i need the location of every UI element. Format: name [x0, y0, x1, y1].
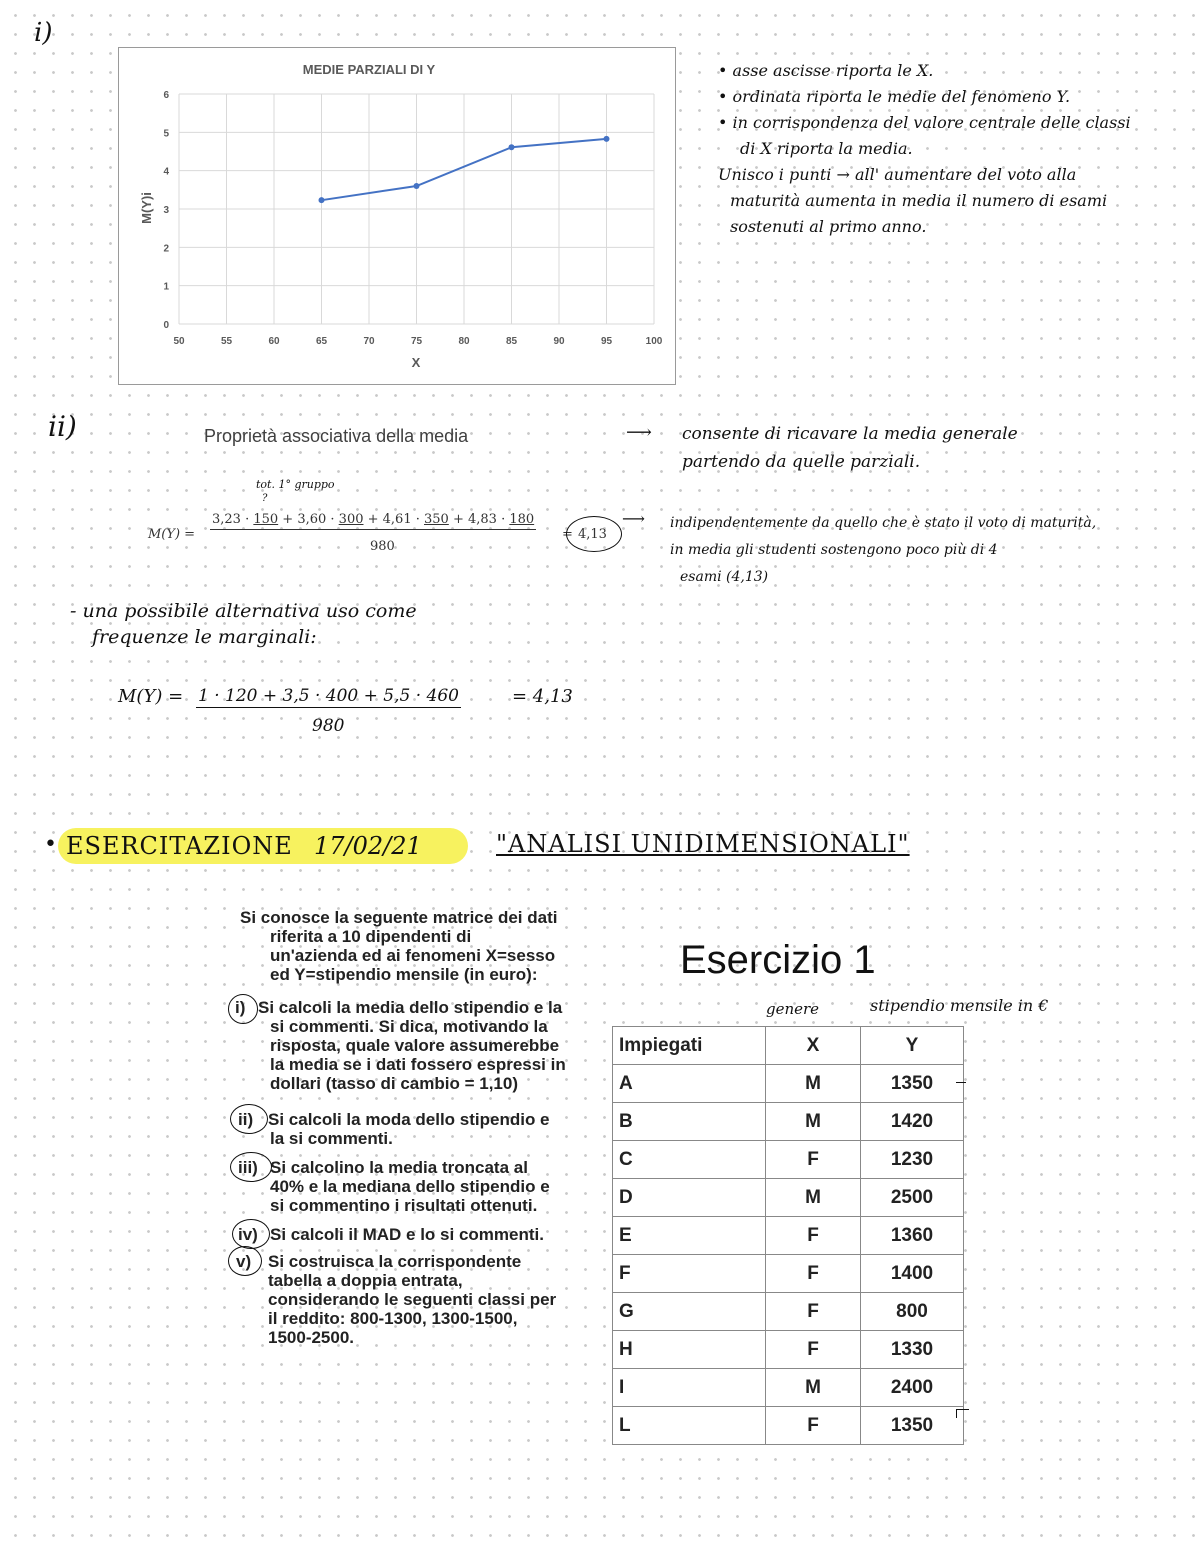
num-part-7: + 4,83 ·: [448, 512, 510, 527]
item5-line1: Si costruisca la corrispondente: [268, 1252, 522, 1271]
item2-mark: ii): [238, 1110, 254, 1129]
x-tick-label: 90: [553, 336, 565, 347]
row-sex: M: [766, 1065, 861, 1103]
num-part-4: 300: [338, 512, 364, 527]
row-salary: 1230: [861, 1141, 964, 1179]
num-part-1: 3,23 ·: [212, 512, 254, 527]
row-salary: 1350: [861, 1065, 964, 1103]
row-salary: 1400: [861, 1255, 964, 1293]
row-sex: F: [766, 1407, 861, 1445]
chart-note-7: sostenuti al primo anno.: [730, 217, 927, 236]
x-tick-label: 100: [645, 336, 663, 347]
row-label: H: [613, 1331, 766, 1369]
item5-line4: il reddito: 800-1300, 1300-1500,: [268, 1309, 518, 1328]
intro-line3: un'azienda ed ai fenomeni X=sesso: [270, 946, 556, 965]
row-sex: F: [766, 1141, 861, 1179]
intro-line1: Si conosce la seguente matrice dei dati: [240, 908, 558, 927]
num-part-8: 180: [509, 512, 535, 527]
property-note-line2: partendo da quelle parziali.: [682, 452, 921, 472]
bracket-mark-bottom: [956, 1409, 969, 1418]
interp-line2: in media gli studenti sostengono poco più di 4: [670, 542, 998, 558]
exercise-item-1: [258, 998, 566, 1093]
formula-result: 4,13: [578, 527, 607, 542]
table-row: [613, 1369, 964, 1407]
item2-line2: la si commenti.: [270, 1129, 393, 1148]
x-tick-label: 95: [600, 336, 613, 347]
y-tick-label: 3: [163, 205, 169, 216]
row-label: D: [613, 1179, 766, 1217]
group-annotation: tot. 1° gruppo: [256, 478, 335, 491]
arrow-icon: ⟶: [626, 422, 652, 443]
item3-mark: iii): [238, 1158, 258, 1177]
item3-line1: Si calcolino la media troncata al: [270, 1158, 528, 1177]
table-row: [613, 1141, 964, 1179]
formula-equals: =: [562, 527, 573, 542]
data-point: [319, 197, 325, 203]
table-row: [613, 1407, 964, 1445]
property-note-line1: consente di ricavare la media generale: [682, 424, 1018, 444]
header-subtitle: "ANALISI UNIDIMENSIONALI": [496, 830, 910, 858]
row-label: F: [613, 1255, 766, 1293]
row-label: L: [613, 1407, 766, 1445]
header-bullet: •: [44, 832, 57, 857]
exercise-item-4: [270, 1225, 544, 1244]
exercise-intro: [240, 908, 557, 984]
alt-lhs: M(Y) =: [118, 686, 184, 707]
part-ii-marker: ii): [48, 410, 77, 443]
row-label: A: [613, 1065, 766, 1103]
alt-denominator: 980: [312, 716, 345, 736]
x-tick-label: 75: [410, 336, 423, 347]
row-salary: 2500: [861, 1179, 964, 1217]
row-sex: F: [766, 1255, 861, 1293]
row-label: E: [613, 1217, 766, 1255]
item2-line1: Si calcoli la moda dello stipendio e: [268, 1110, 550, 1129]
bracket-mark-top: [956, 1082, 966, 1083]
item3-line3: si commentino i risultati ottenuti.: [270, 1196, 538, 1215]
chart-note-5: Unisco i punti → all' aumentare del voto alla: [718, 165, 1077, 184]
y-tick-label: 2: [163, 243, 169, 255]
y-tick-label: 1: [163, 281, 169, 293]
row-sex: M: [766, 1179, 861, 1217]
chart-note-4: di X riporta la media.: [740, 139, 913, 158]
row-sex: F: [766, 1331, 861, 1369]
item3-line2: 40% e la mediana dello stipendio e: [270, 1177, 550, 1196]
num-part-6: 350: [424, 512, 449, 527]
item1-line4: la media se i dati fossero espressi in: [270, 1055, 566, 1074]
data-point: [604, 136, 610, 142]
header-title: ESERCITAZIONE: [66, 832, 293, 860]
chart-svg: [119, 48, 675, 384]
row-salary: 1360: [861, 1217, 964, 1255]
item1-mark: i): [235, 998, 246, 1017]
property-note: [682, 420, 1018, 476]
item1-line5: dollari (tasso di cambio = 1,10): [270, 1074, 518, 1093]
y-tick-label: 5: [163, 128, 169, 140]
chart-note-2: • ordinata riporta le medie del fenomeno Y.: [718, 87, 1071, 106]
alt-line1: - una possibile alternativa uso come: [70, 600, 417, 622]
alt-rhs: = 4,13: [512, 686, 573, 707]
chart-title: MEDIE PARZIALI DI Y: [302, 62, 436, 77]
row-label: B: [613, 1103, 766, 1141]
col-note-y: stipendio mensile in €: [870, 996, 1049, 1015]
header-impiegati: Impiegati: [613, 1027, 766, 1065]
interp-line1: indipendentemente da quello che è stato il voto di maturità,: [670, 515, 1097, 531]
table-row: [613, 1331, 964, 1369]
x-tick-label: 85: [505, 336, 518, 347]
exercise-item-3: [270, 1158, 550, 1215]
item1-line1: Si calcoli la media dello stipendio e la: [258, 998, 563, 1017]
arrow-icon-2: ⟶: [622, 509, 645, 528]
item1-line3: risposta, quale valore assumerebbe: [270, 1036, 560, 1055]
item5-line3: considerando le seguenti classi per: [268, 1290, 557, 1309]
header-x: X: [766, 1027, 861, 1065]
part-i-marker: i): [34, 18, 53, 48]
intro-line4: ed Y=stipendio mensile (in euro):: [270, 965, 538, 984]
table-header-row: [613, 1027, 964, 1065]
table-row: [613, 1065, 964, 1103]
item1-line2: si commenti. Si dica, motivando la: [270, 1017, 548, 1036]
row-salary: 1420: [861, 1103, 964, 1141]
chart-note-1: • asse ascisse riporta le X.: [718, 61, 934, 80]
x-tick-label: 80: [458, 336, 470, 347]
employee-table: [612, 1026, 964, 1445]
row-sex: M: [766, 1369, 861, 1407]
exercise-item-5: [268, 1252, 556, 1347]
x-axis-label: X: [411, 355, 421, 370]
row-label: I: [613, 1369, 766, 1407]
y-tick-label: 0: [163, 320, 169, 331]
table-row: [613, 1293, 964, 1331]
header-y: Y: [861, 1027, 964, 1065]
y-axis-label: M(Y)i: [139, 192, 154, 224]
data-point: [414, 183, 420, 189]
property-title: Proprietà associativa della media: [204, 426, 469, 446]
table-row: [613, 1103, 964, 1141]
formula-numerator: [210, 512, 536, 530]
item4-line1: Si calcoli il MAD e lo si commenti.: [270, 1225, 544, 1244]
x-tick-label: 70: [363, 336, 375, 347]
row-label: G: [613, 1293, 766, 1331]
item5-line2: tabella a doppia entrata,: [268, 1271, 463, 1290]
exercise-title: Esercizio 1: [680, 938, 876, 982]
x-tick-label: 55: [220, 336, 233, 347]
row-sex: F: [766, 1293, 861, 1331]
alt-line2: frequenze le marginali:: [92, 626, 317, 648]
chart-note-3: • in corrispondenza del valore centrale delle classi: [718, 113, 1131, 132]
num-part-3: + 3,60 ·: [278, 512, 339, 527]
row-salary: 1330: [861, 1331, 964, 1369]
alternative-note: [70, 598, 417, 650]
header-date: 17/02/21: [314, 832, 422, 860]
item5-mark: v): [236, 1252, 252, 1271]
formula-denominator: 980: [370, 539, 395, 554]
table-row: [613, 1255, 964, 1293]
item4-mark: iv): [238, 1225, 258, 1244]
x-tick-label: 50: [173, 336, 185, 347]
row-sex: M: [766, 1103, 861, 1141]
interp-line3: esami (4,13): [680, 569, 769, 585]
num-part-5: + 4,61 ·: [363, 512, 424, 527]
group-annotation-mark: ?: [262, 493, 268, 504]
chart-notes: [718, 58, 1131, 240]
chart-note-6: maturità aumenta in media il numero di esami: [730, 191, 1108, 210]
item5-line5: 1500-2500.: [268, 1328, 355, 1347]
row-salary: 800: [861, 1293, 964, 1331]
row-label: C: [613, 1141, 766, 1179]
row-sex: F: [766, 1217, 861, 1255]
formula-lhs: M(Y) =: [148, 527, 196, 542]
y-tick-label: 4: [163, 166, 169, 178]
col-note-x: genere: [766, 1000, 820, 1018]
intro-line2: riferita a 10 dipendenti di: [270, 927, 472, 946]
row-salary: 1350: [861, 1407, 964, 1445]
table-row: [613, 1179, 964, 1217]
alt-numerator: 1 · 120 + 3,5 · 400 + 5,5 · 460: [198, 686, 459, 706]
interpretation-note: [670, 510, 1096, 591]
data-point: [509, 144, 515, 150]
row-salary: 2400: [861, 1369, 964, 1407]
num-part-2: 150: [253, 512, 279, 527]
x-tick-label: 65: [315, 336, 328, 347]
table-row: [613, 1217, 964, 1255]
x-tick-label: 60: [268, 336, 280, 347]
line-chart: [118, 47, 676, 385]
y-tick-label: 6: [163, 90, 169, 101]
exercise-item-2: [268, 1110, 550, 1148]
